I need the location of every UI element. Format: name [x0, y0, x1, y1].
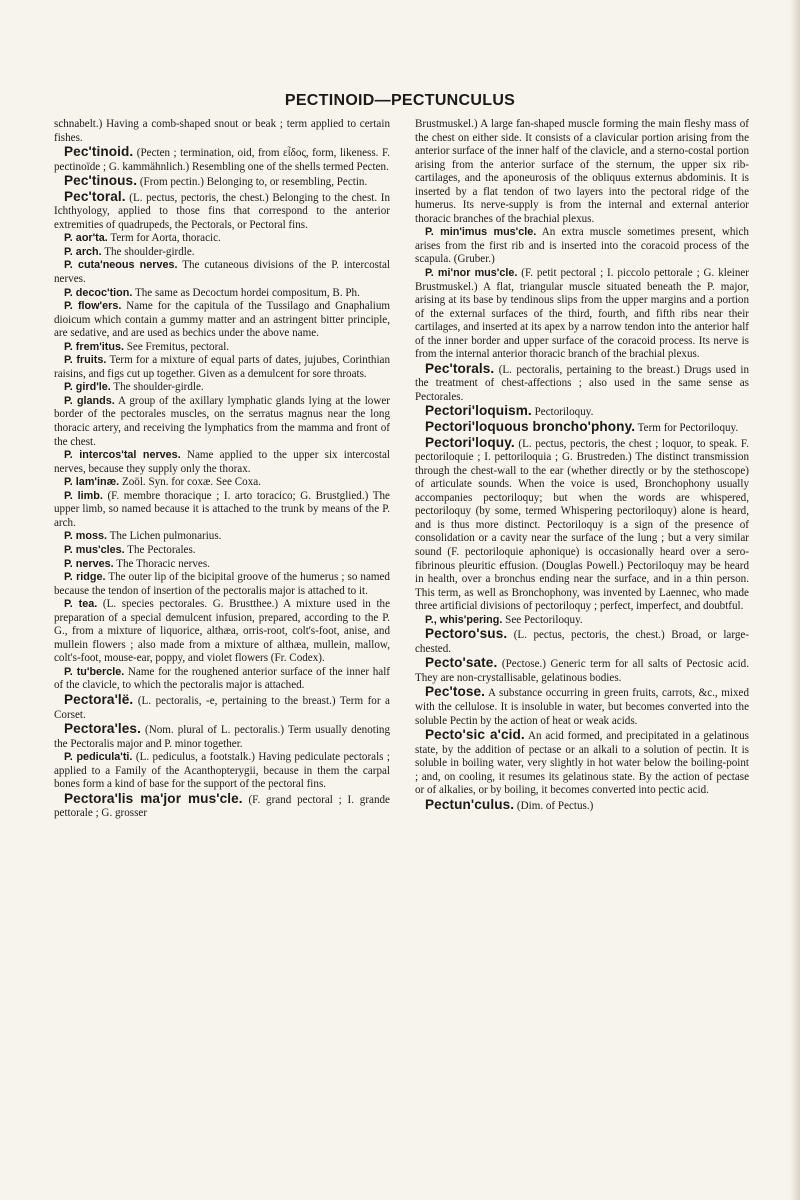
entry-headword: P. ridge.: [64, 571, 106, 584]
dictionary-entry: [54, 476, 390, 490]
page-edge-shadow: [790, 0, 800, 1200]
entry-headword: Pectori'loquism.: [425, 403, 532, 419]
dictionary-entry: [415, 267, 749, 362]
dictionary-entry: [415, 362, 749, 405]
entry-headword: Pectori'loquy.: [425, 434, 515, 450]
entry-definition: (Pecten ; termination, oid, from εἶδος, form, likeness. F. pectinoïde ; G. kammähnlich.) Resembling one of the shells termed Pecten.: [54, 147, 390, 173]
entry-definition: The Pectorales.: [127, 543, 196, 556]
entry-headword: P. mi'nor mus'cle.: [425, 267, 518, 280]
dictionary-entry: [415, 226, 749, 267]
entry-headword: P. intercos'tal nerves.: [64, 449, 181, 462]
entry-definition: (F. petit pectoral ; I. piccolo pettorale ; G. kleiner Brustmuskel.) A flat, triangular muscle situated beneath the P. major, arising at its base by tendinous slips from the upper margins and a portion of the external surfaces of the third, fourth, and fifth ribs near their cartilages, and inserted at its apex by a narrow tendon into the anterior half of the inner border and upper surface of the coracoid process. Its nerve is from the internal anterior thoracic branch of the brachial plexus.: [415, 267, 750, 361]
dictionary-entry: [415, 728, 749, 798]
dictionary-entry: [54, 792, 390, 821]
entry-definition: (L. pectus, pectoris, the chest.) Broad, or large-chested.: [415, 629, 749, 655]
entry-headword: Pec'tinous.: [64, 173, 138, 189]
entry-definition: (L. pediculus, a footstalk.) Having pediculate pectorals ; applied to a Family of the Acanthopterygii, because in them the carpal bones form a kind of base for the support of the pectoral fins.: [54, 751, 390, 791]
entry-headword: Pec'tose.: [425, 684, 486, 700]
dictionary-entry: [415, 656, 749, 685]
dictionary-entry: [415, 420, 749, 436]
dictionary-entry: [54, 693, 390, 722]
entry-headword: Pec'tinoid.: [64, 144, 134, 160]
dictionary-entry: [54, 558, 390, 572]
entry-definition: A substance occurring in green fruits, carrots, &c., mixed with the cellulose. It is insoluble in water, but becomes converted into the soluble Pectin by the action of heat or weak acids.: [415, 687, 749, 727]
entry-headword: Pectun'culus.: [425, 796, 515, 812]
entry-headword: P. mus'cles.: [64, 543, 125, 556]
dictionary-entry: [54, 530, 390, 544]
entry-headword: P., whis'pering.: [425, 613, 503, 626]
entry-definition: (L. pectus, pectoris, the chest ; loquor, to speak. F. pectoriloquie ; I. pettoriloquia ; G. Brustreden.) The distinct transmission through the chest-wall to the ear (whether directly or by the stethoscope) of articulate sounds. When the voice is used, Bronchophony usually accompanies pectoriloquy; but when the words are whispered, pectoriloquy (by some, termed Whispering pectoriloquy) alone is heard, and is thus more distinct. Pectoriloquy is a sign of the presence of consolidation or a cavity near the surface of the lung ; but a very similar sound (F. pectoriloquie aphonique) is occasionally heard over a sero-fibrinous pleuritic effusion. (Douglas Powell.) Pectoriloquy may be heard in health, over a bronchus ending near the surface, and in a thin person. This term, as well as Bronchophony, was invented by Laennec, who made three artificial divisions of pectoriloquy ; perfect, imperfect, and doubtful.: [415, 437, 749, 613]
entry-headword: P. decoc'tion.: [64, 286, 133, 299]
entry-definition: The shoulder-girdle.: [104, 245, 195, 258]
entry-definition: (F. grand pectoral ; I. grande pettorale ; G. grosser: [54, 793, 390, 820]
dictionary-entry: [54, 381, 390, 395]
dictionary-entry: [54, 259, 390, 286]
entry-definition: The same as Decoctum hordei compositum, B. Ph.: [134, 286, 360, 299]
entry-definition: (From pectin.) Belonging to, or resembling, Pectin.: [139, 176, 368, 189]
entry-definition: Term for Aorta, thoracic.: [110, 232, 221, 245]
entry-definition: Brustmuskel.) A large fan-shaped muscle forming the main fleshy mass of the chest on either side. It consists of a clavicular portion arising from the anterior surface of the inner half of the clavicle, and a sterno-costal portion arising from the anterior surface of the sternum, the upper six rib-cartilages, and the aponeurosis of the obliquus externus abdominis. It is inserted by a flat tendon of two layers into the pectoral ridge of the humerus. Its nerve-supply is from the internal and external anterior thoracic branches of the brachial plexus.: [415, 118, 749, 225]
entry-headword: P. cuta'neous nerves.: [64, 259, 178, 272]
entry-definition: Zoöl. Syn. for coxæ. See Coxa.: [121, 476, 261, 489]
dictionary-entry: [54, 300, 390, 341]
entry-headword: P. min'imus mus'cle.: [425, 226, 537, 239]
entry-headword: Pectoro'sus.: [425, 626, 508, 642]
entry-definition: Name for the capitula of the Tussilago and Gnaphalium dioicum which contain a gummy matter and an astringent bitter principle, are sedative, and are used as bechics under the above name.: [54, 300, 390, 340]
right-column: [415, 118, 749, 813]
entry-definition: Name for the roughened anterior surface of the inner half of the clavicle, to which the pectoralis major is attached.: [54, 665, 390, 692]
entry-definition: The Lichen pulmonarius.: [109, 530, 222, 543]
entry-headword: P. nerves.: [64, 557, 114, 570]
dictionary-entry: [415, 627, 749, 656]
entry-headword: P. tu'bercle.: [64, 665, 125, 678]
entry-definition: See Fremitus, pectoral.: [126, 340, 230, 353]
entry-headword: Pectora'lë.: [64, 691, 134, 707]
dictionary-entry: [54, 598, 390, 666]
dictionary-entry: [54, 174, 390, 190]
entry-headword: Pectora'lis ma'jor mus'cle.: [64, 790, 243, 806]
dictionary-entry: [54, 232, 390, 246]
dictionary-entry: [54, 287, 390, 301]
dictionary-entry: [54, 666, 390, 693]
entry-definition: (Dim. of Pectus.): [516, 799, 594, 812]
entry-definition: An acid formed, and precipitated in a gelatinous state, by the addition of pectase or an alkali to a solution of pectin. It is soluble in boiling water, very slightly in hot water below the boiling-point ; and, on cooling, it resumes its gelatinous state. By the action of pectase or of alkalies, or by boiling, it becomes converted into pectic acid.: [415, 730, 750, 797]
dictionary-entry: [54, 395, 390, 449]
entry-headword: P. flow'ers.: [64, 300, 122, 313]
dictionary-entry: [415, 436, 749, 614]
entry-headword: P. tea.: [64, 598, 98, 611]
entry-definition: (L. species pectorales. G. Brustthee.) A mixture used in the preparation of a special demulcent infusion, prepared, according to the P. G., from a mixture of liquorice, althæa, orris-root, colt's-foot, anise, and mullein flowers ; also made from a mixture of althæa, mullein, mallow, colt's-foot, mouse-ear, poppy, and violet flowers (Fr. Codex).: [54, 598, 391, 665]
entry-headword: P. moss.: [64, 530, 108, 543]
left-column: [54, 118, 390, 821]
entry-headword: Pectori'loquous broncho'phony.: [425, 419, 636, 435]
dictionary-entry: [54, 751, 390, 792]
entry-headword: Pectora'les.: [64, 721, 141, 737]
dictionary-entry: [54, 449, 390, 476]
entry-definition: (L. pectoralis, pertaining to the breast.) Drugs used in the treatment of chest-affections ; also used in the same sense as Pectorales.: [415, 363, 749, 403]
dictionary-entry: [415, 118, 749, 226]
dictionary-entry: [54, 118, 390, 145]
dictionary-entry: [54, 354, 390, 381]
dictionary-entry: [54, 341, 390, 355]
entry-headword: P. frem'itus.: [64, 340, 124, 353]
dictionary-entry: [415, 614, 749, 628]
entry-definition: A group of the axillary lymphatic glands lying at the lower border of the pectorales muscles, on the serratus magnus near the long thoracic artery, and receiving the lymphatics from the mamma and front of the chest.: [54, 394, 390, 448]
entry-definition: (Nom. plural of L. pectoralis.) Term usually denoting the Pectoralis major and P. minor together.: [54, 724, 390, 750]
entry-definition: (L. pectus, pectoris, the chest.) Belonging to the chest. In Ichthyology, applied to those fins that correspond to the anterior extremities of quadrupeds, the Pectorals, or Pectoral fins.: [54, 191, 390, 231]
entry-definition: The cutaneous divisions of the P. intercostal nerves.: [54, 259, 391, 286]
entry-headword: P. gird'le.: [64, 381, 111, 394]
entry-definition: schnabelt.) Having a comb-shaped snout or beak ; term applied to certain fishes.: [54, 118, 390, 144]
entry-headword: Pecto'sate.: [425, 655, 498, 671]
entry-definition: Term for a mixture of equal parts of dates, jujubes, Corinthian raisins, and figs cut up together. Given as a demulcent for sore throats.: [54, 354, 390, 380]
entry-headword: P. pedicula'ti.: [64, 751, 133, 764]
entry-definition: (F. membre thoracique ; I. arto toracico; G. Brustglied.) The upper limb, so named because it is attached to the trunk by means of the P. arch.: [54, 489, 390, 529]
dictionary-entry: [54, 722, 390, 751]
entry-definition: The shoulder-girdle.: [113, 381, 204, 394]
entry-definition: Name applied to the upper six intercostal nerves, because they supply only the thorax.: [54, 449, 391, 475]
entry-definition: Pectoriloquy.: [534, 406, 594, 419]
entry-headword: P. aor'ta.: [64, 232, 108, 245]
entry-definition: The Thoracic nerves.: [116, 557, 210, 570]
dictionary-entry: [54, 490, 390, 531]
entry-headword: P. arch.: [64, 245, 102, 258]
entry-headword: P. lam'inæ.: [64, 476, 120, 489]
dictionary-entry: [54, 145, 390, 174]
dictionary-entry: [54, 246, 390, 260]
dictionary-entry: [415, 798, 749, 814]
entry-headword: P. glands.: [64, 394, 115, 407]
entry-headword: P. limb.: [64, 489, 103, 502]
entry-definition: See Pectoriloquy.: [505, 613, 583, 626]
page-header: PECTINOID—PECTUNCULUS: [284, 92, 516, 109]
dictionary-entry: [415, 404, 749, 420]
entry-headword: Pec'torals.: [425, 360, 495, 376]
entry-definition: (Pectose.) Generic term for all salts of Pectosic acid. They are non-crystallisable, gelatinous bodies.: [415, 658, 749, 684]
entry-headword: Pec'toral.: [64, 188, 126, 204]
dictionary-entry: [415, 685, 749, 728]
entry-definition: The outer lip of the bicipital groove of the humerus ; so named because the tendon of insertion of the pectoralis major is attached to it.: [54, 571, 390, 597]
entry-definition: (L. pectoralis, -e, pertaining to the breast.) Term for a Corset.: [54, 694, 390, 721]
dictionary-entry: [54, 190, 390, 233]
entry-headword: Pecto'sic a'cid.: [425, 727, 525, 743]
entry-definition: An extra muscle sometimes present, which arises from the first rib and is inserted into the coracoid process of the scapula. (Gruber.): [415, 226, 749, 266]
entry-definition: Term for Pectoriloquy.: [637, 422, 739, 435]
dictionary-entry: [54, 571, 390, 598]
dictionary-entry: [54, 544, 390, 558]
entry-headword: P. fruits.: [64, 354, 107, 367]
